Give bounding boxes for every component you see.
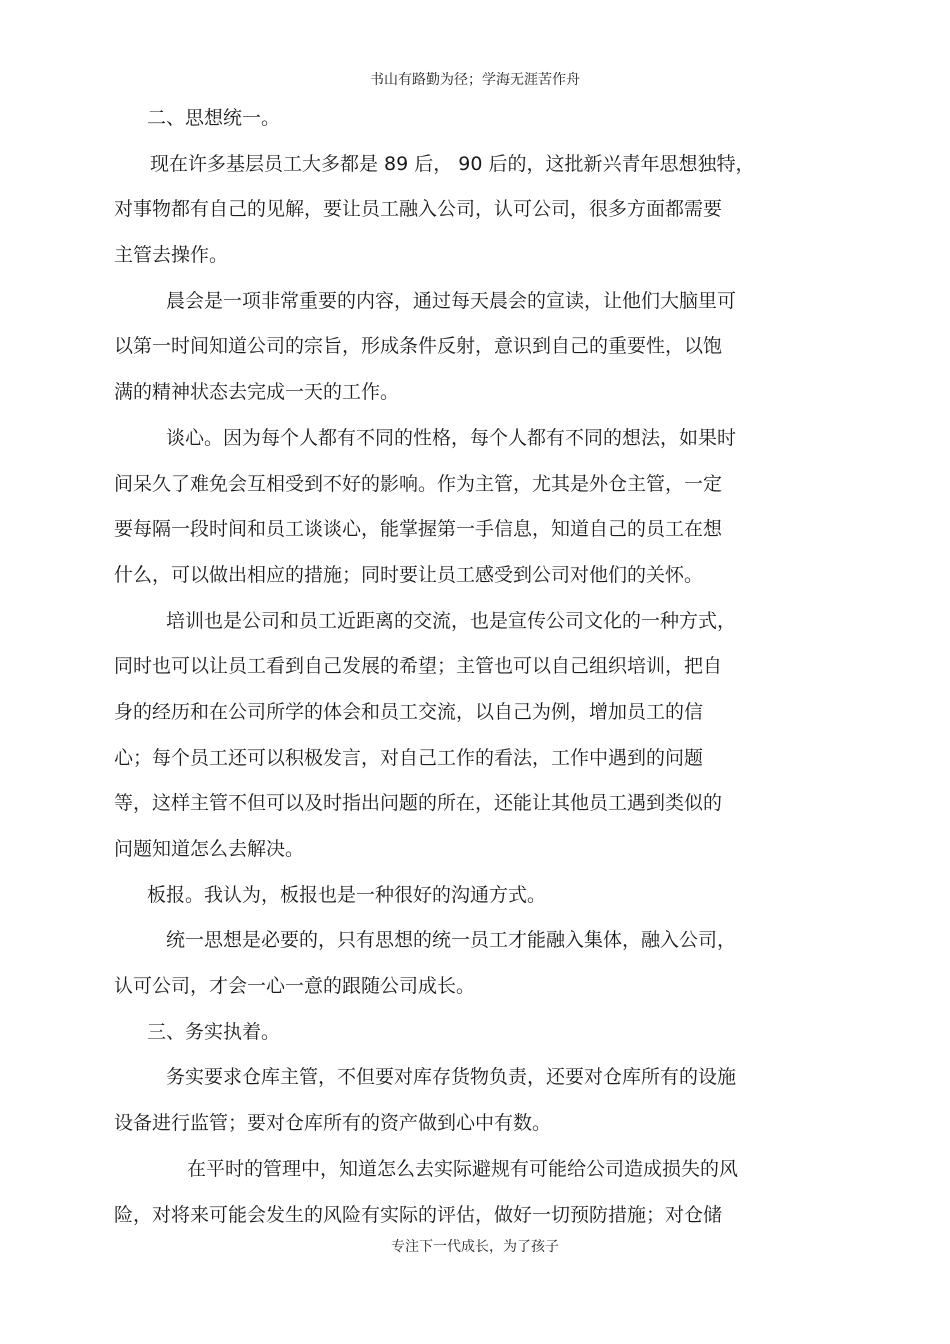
paragraph-line: 心；每个员工还可以积极发言，对自己工作的看法，工作中遇到的问题 xyxy=(114,746,704,769)
paragraph-line: 什么，可以做出相应的措施；同时要让员工感受到公司对他们的关怀。 xyxy=(114,563,704,586)
paragraph-line: 统一思想是必要的，只有思想的统一员工才能融入集体，融入公司， xyxy=(166,929,737,952)
paragraph-line: 主管去操作。 xyxy=(114,244,229,267)
paragraph-line: 险，对将来可能会发生的风险有实际的评估，做好一切预防措施；对仓储 xyxy=(114,1203,723,1226)
paragraph-line: 现在许多基层员工大多都是 89 后， 90 后的，这批新兴青年思想独特， xyxy=(150,152,755,175)
paragraph-line: 以第一时间知道公司的宗旨，形成条件反射，意识到自己的重要性，以饱 xyxy=(114,335,723,358)
paragraph-line: 身的经历和在公司所学的体会和员工交流，以自己为例，增加员工的信 xyxy=(114,700,704,723)
paragraph-line: 等，这样主管不但可以及时指出问题的所在，还能让其他员工遇到类似的 xyxy=(114,792,723,815)
paragraph-line: 板报。我认为，板报也是一种很好的沟通方式。 xyxy=(147,883,547,906)
page-header: 书山有路勤为径；学海无涯苦作舟 xyxy=(370,72,580,88)
paragraph-line: 问题知道怎么去解决。 xyxy=(114,838,305,860)
paragraph-line: 务实要求仓库主管，不但要对库存货物负责，还要对仓库所有的设施 xyxy=(166,1066,737,1089)
paragraph-line: 同时也可以让员工看到自己发展的希望；主管也可以自己组织培训，把自 xyxy=(114,655,723,678)
paragraph-line: 晨会是一项非常重要的内容，通过每天晨会的宣读，让他们大脑里可 xyxy=(166,289,737,312)
paragraph-line: 对事物都有自己的见解，要让员工融入公司，认可公司，很多方面都需要 xyxy=(114,198,723,221)
paragraph-line: 设备进行监管；要对仓库所有的资产做到心中有数。 xyxy=(114,1112,552,1135)
paragraph-line: 间呆久了难免会互相受到不好的影响。作为主管，尤其是外仓主管，一定 xyxy=(114,472,723,495)
paragraph-line: 在平时的管理中，知道怎么去实际避规有可能给公司造成损失的风 xyxy=(187,1157,739,1180)
paragraph-line: 认可公司，才会一心一意的跟随公司成长。 xyxy=(114,975,476,998)
paragraph-line: 谈心。因为每个人都有不同的性格，每个人都有不同的想法，如果时 xyxy=(166,426,737,449)
paragraph-line: 要每隔一段时间和员工谈谈心，能掌握第一手信息，知道自己的员工在想 xyxy=(114,518,723,541)
paragraph-line: 满的精神状态去完成一天的工作。 xyxy=(114,381,400,404)
section-heading: 二、思想统一。 xyxy=(147,107,281,129)
paragraph-line: 培训也是公司和员工近距离的交流，也是宣传公司文化的一种方式， xyxy=(166,609,737,632)
document-body xyxy=(114,96,834,1238)
page-footer: 专注下一代成长，为了孩子 xyxy=(391,1239,559,1255)
section-heading: 三、务实执着。 xyxy=(147,1020,281,1043)
